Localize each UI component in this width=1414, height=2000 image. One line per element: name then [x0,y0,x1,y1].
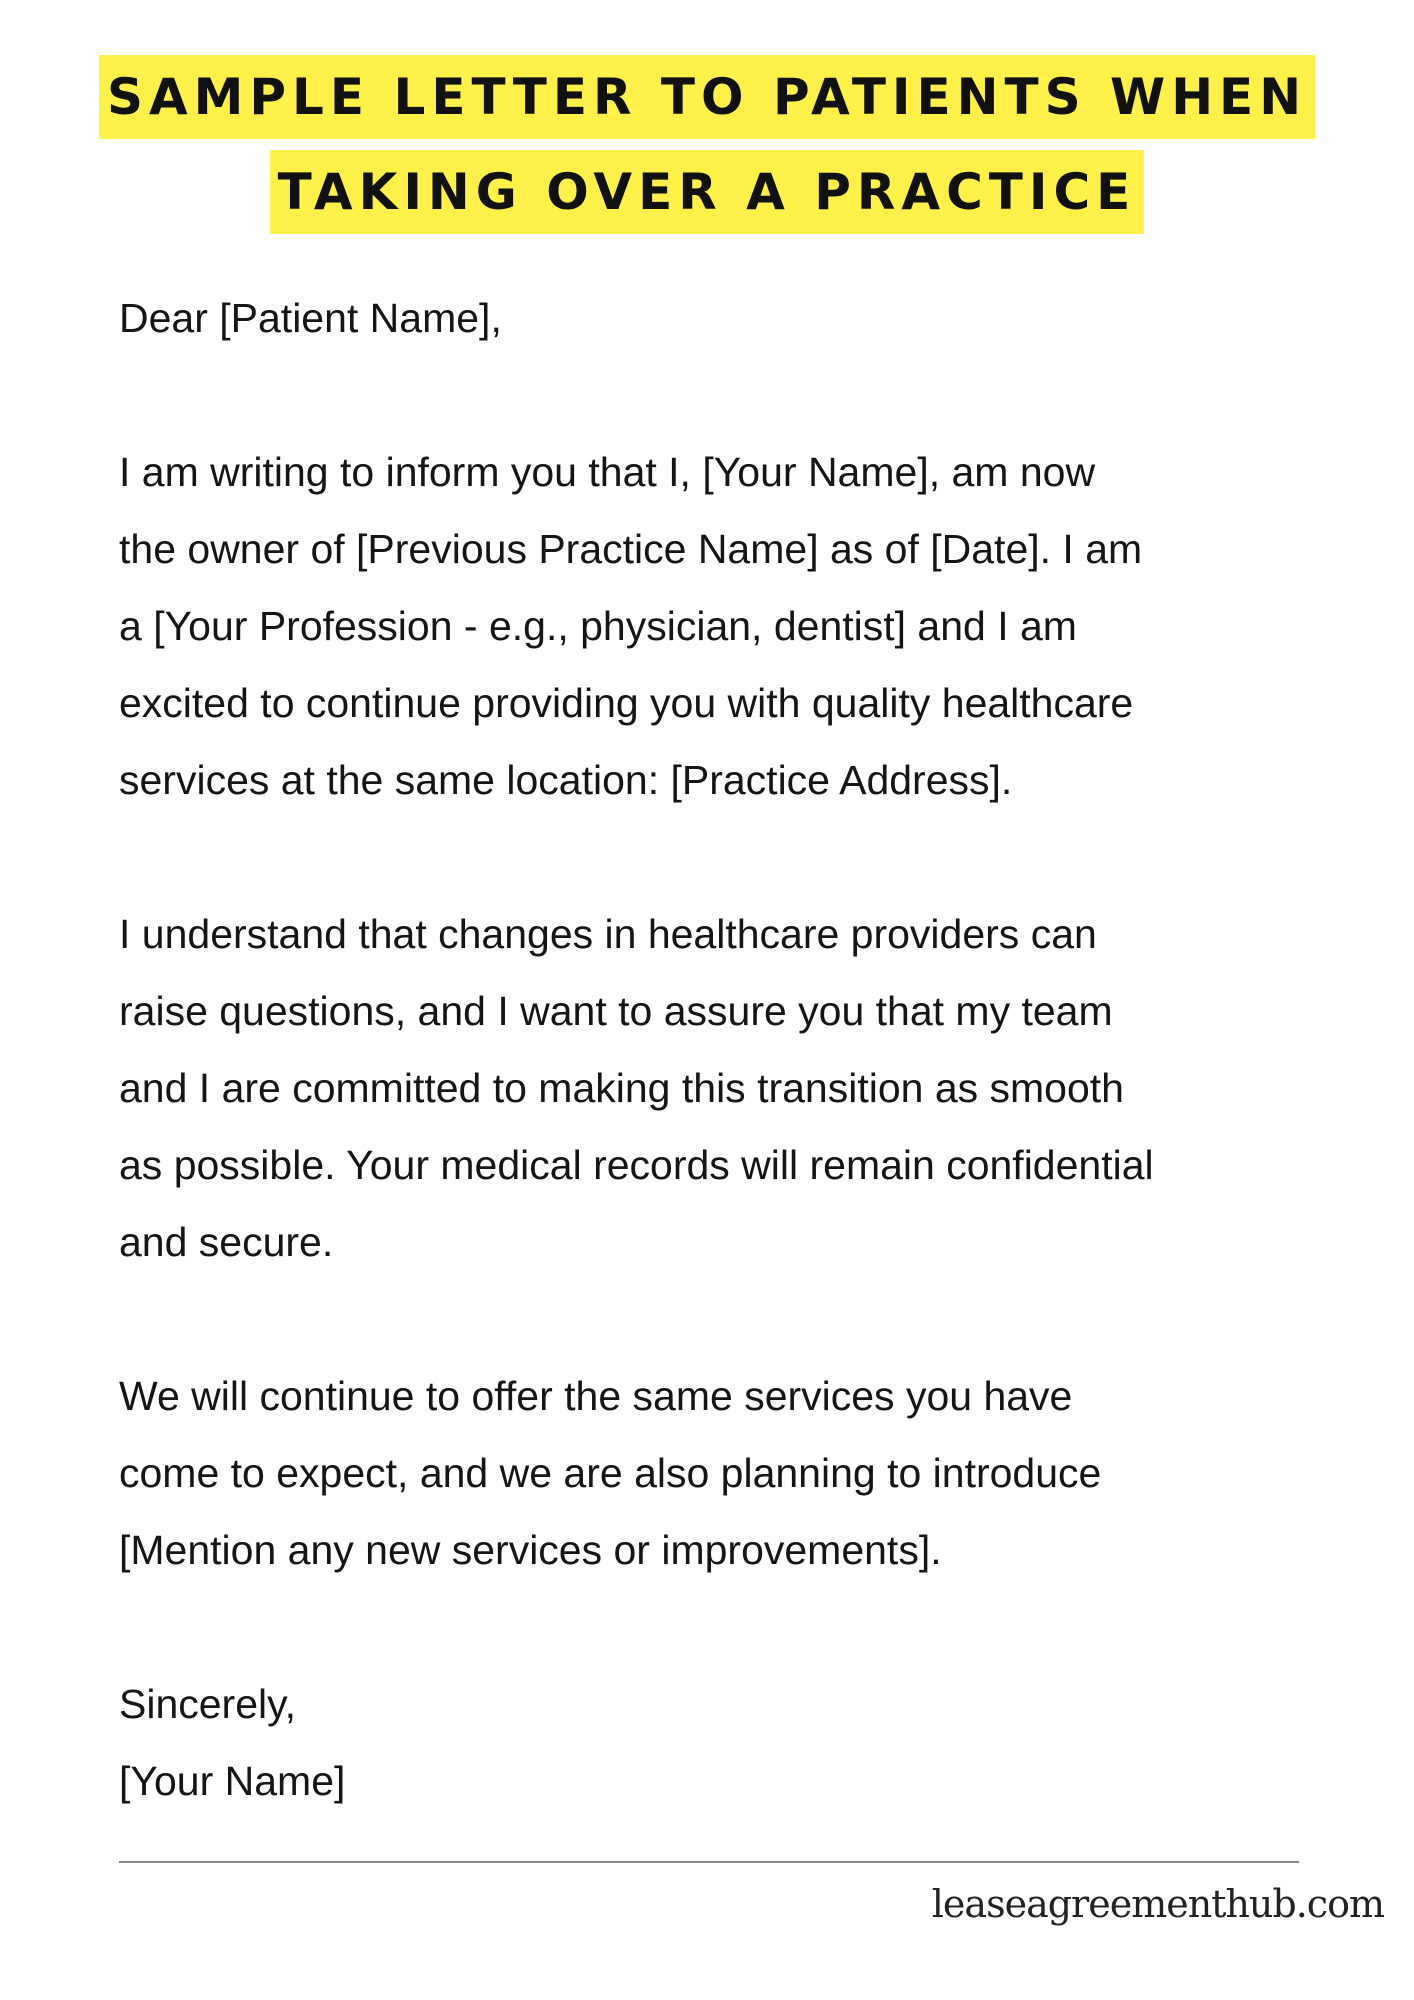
paragraph2-line: I understand that changes in healthcare providers can [119,911,1097,957]
spacer [119,357,1359,434]
spacer [119,1589,1359,1666]
title-line-1: SAMPLE LETTER TO PATIENTS WHEN [99,55,1315,139]
paragraph2-line: raise questions, and I want to assure you that my team [119,988,1113,1034]
closing: Sincerely, [119,1681,296,1727]
paragraph2-line: and I are committed to making this transition as smooth [119,1065,1124,1111]
website-url: leaseagreementhub.com [931,1882,1384,1926]
paragraph2-line: and secure. [119,1219,334,1265]
paragraph1-line: a [Your Profession - e.g., physician, dentist] and I am [119,603,1077,649]
paragraph3-line: [Mention any new services or improvements]. [119,1527,942,1573]
paragraph1-line: I am writing to inform you that I, [Your Name], am now [119,449,1096,495]
paragraph1-line: the owner of [Previous Practice Name] as of [Date]. I am [119,526,1143,572]
footer-divider [119,1861,1299,1863]
paragraph3-line: come to expect, and we are also planning to introduce [119,1450,1102,1496]
document-title [0,50,1414,239]
letter-body [119,280,1359,1820]
salutation: Dear [Patient Name], [119,295,502,341]
paragraph1-line: services at the same location: [Practice Address]. [119,757,1013,803]
spacer [119,819,1359,896]
spacer [119,1281,1359,1358]
paragraph2-line: as possible. Your medical records will remain confidential [119,1142,1154,1188]
signature: [Your Name] [119,1758,346,1804]
title-line-2: TAKING OVER A PRACTICE [270,150,1145,234]
paragraph1-line: excited to continue providing you with quality healthcare [119,680,1134,726]
paragraph3-line: We will continue to offer the same services you have [119,1373,1073,1419]
